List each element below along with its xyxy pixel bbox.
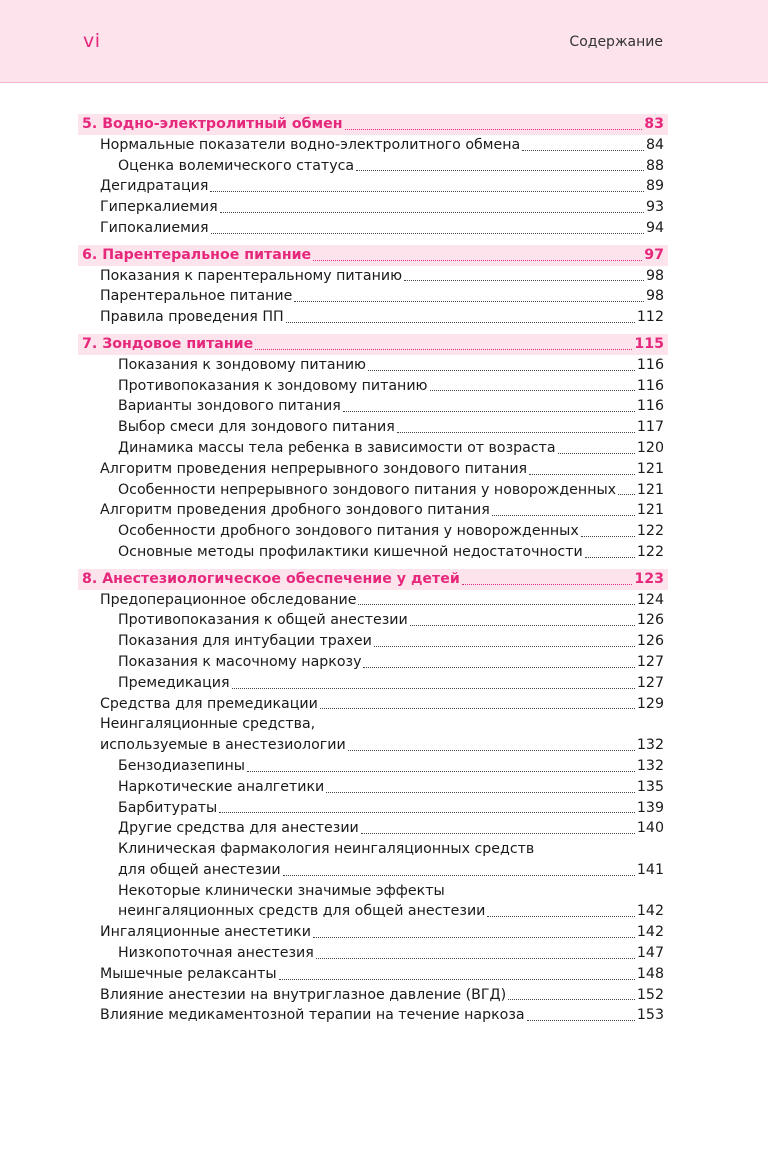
entry-text: Влияние медикаментозной терапии на течение наркоза [100,1007,525,1024]
toc-entry[interactable] [78,610,668,631]
toc-entry[interactable] [78,156,668,177]
toc-entry[interactable] [78,694,668,715]
toc-entry[interactable] [78,839,668,860]
entry-page-number: 141 [636,861,664,878]
entry-text: Основные методы профилактики кишечной недостаточности [118,543,583,560]
entry-text: Особенности дробного зондового питания у новорожденных [118,523,579,540]
toc-entry[interactable] [78,777,668,798]
entry-page-number: 153 [636,1007,664,1024]
entry-page-number: 94 [645,219,664,236]
entry-page-number: 135 [636,778,664,795]
entry-page-number: 93 [645,199,664,216]
entry-text: Неингаляционные средства, [100,716,316,733]
entry-page-number: 142 [636,903,664,920]
dot-leader [232,688,635,689]
chapter-heading[interactable] [78,245,668,266]
entry-page-number: 84 [645,136,664,153]
entry-page-number: 142 [636,924,664,941]
entry-text: Дегидратация [100,178,209,195]
dot-leader [410,625,635,626]
toc-entry[interactable] [78,881,668,902]
toc-entry[interactable] [78,756,668,777]
dot-leader [361,833,635,834]
entry-text: Особенности непрерывного зондового питания у новорожденных [118,481,617,498]
entry-text: Гипокалиемия [100,219,209,236]
entry-text: 7. Зондовое питание [82,335,254,352]
entry-page-number: 127 [636,653,664,670]
entry-text: Варианты зондового питания [118,398,341,415]
dot-leader [294,301,644,302]
entry-text: Предоперационное обследование [100,591,357,608]
table-of-contents [78,114,668,1032]
entry-text: Выбор смеси для зондового питания [118,419,395,436]
toc-entry[interactable] [78,135,668,156]
toc-entry[interactable] [78,459,668,480]
entry-text: Правила проведения ПП [100,309,284,326]
entry-page-number: 132 [636,757,664,774]
toc-entry[interactable] [78,286,668,307]
dot-leader [313,260,642,261]
dot-leader [220,212,644,213]
dot-leader [363,667,634,668]
entry-page-number: 124 [636,591,664,608]
toc-entry[interactable] [78,985,668,1006]
entry-text: Другие средства для анестезии [118,820,359,837]
toc-entry[interactable] [78,943,668,964]
toc-entry[interactable] [78,521,668,542]
entry-text: 8. Анестезиологическое обеспечение у детей [82,570,460,587]
entry-page-number: 121 [636,502,664,519]
entry-text: Мышечные релаксанты [100,965,277,982]
entry-page-number: 127 [636,674,664,691]
entry-page-number: 126 [636,612,664,629]
toc-entry[interactable] [78,355,668,376]
entry-page-number: 83 [644,116,664,132]
entry-page-number: 97 [644,246,664,263]
entry-text: Гиперкалиемия [100,199,218,216]
toc-entry[interactable] [78,922,668,943]
dot-leader [462,584,633,585]
entry-text: Показания к зондовому питанию [118,356,367,373]
dot-leader [404,280,644,281]
dot-leader [508,999,635,1000]
entry-page-number: 121 [636,481,664,498]
toc-entry[interactable] [78,480,668,501]
chapter-section [78,245,668,328]
dot-leader [343,411,635,412]
entry-page-number: 116 [636,398,664,415]
entry-page-number: 122 [636,523,664,540]
entry-text: Влияние анестезии на внутриглазное давление (ВГД) [100,986,507,1003]
entry-text: Бензодиазепины [118,757,245,774]
toc-entry[interactable] [78,197,668,218]
entry-page-number: 98 [645,267,664,284]
toc-entry[interactable] [78,590,668,611]
entry-page-number: 117 [636,419,664,436]
entry-page-number: 89 [645,178,664,195]
dot-leader [529,474,635,475]
toc-entry[interactable] [78,652,668,673]
entry-text: Динамика массы тела ребенка в зависимости от возраста [118,439,556,456]
entry-text: Противопоказания к зондовому питанию [118,377,428,394]
toc-entry-continuation[interactable] [78,901,668,922]
toc-entry[interactable] [78,396,668,417]
entry-text: Клиническая фармакология неингаляционных средств [118,841,535,858]
entry-text: Ингаляционные анестетики [100,924,311,941]
chapter-heading[interactable] [78,114,668,135]
toc-entry[interactable] [78,798,668,819]
dot-leader [527,1020,635,1021]
dot-leader [210,191,644,192]
dot-leader [211,233,644,234]
toc-entry[interactable] [78,714,668,735]
entry-page-number: 115 [634,335,664,352]
entry-text: используемые в анестезиологии [100,737,346,754]
toc-entry[interactable] [78,1005,668,1026]
toc-entry-continuation[interactable] [78,860,668,881]
entry-page-number: 152 [636,986,664,1003]
running-title: Содержание [569,34,663,50]
dot-leader [430,390,635,391]
chapter-heading[interactable] [78,569,668,590]
dot-leader [320,708,635,709]
entry-text: для общей анестезии [118,861,281,878]
dot-leader [286,322,635,323]
entry-text: Наркотические аналгетики [118,778,325,795]
chapter-section [78,334,668,563]
toc-entry[interactable] [78,307,668,328]
dot-leader [397,432,635,433]
entry-text: Парентеральное питание [100,288,293,305]
entry-text: Показания к парентеральному питанию [100,267,403,284]
toc-entry[interactable] [78,218,668,239]
entry-text: Показания к масочному наркозу [118,653,362,670]
entry-page-number: 139 [636,799,664,816]
toc-entry-continuation[interactable] [78,735,668,756]
toc-entry[interactable] [78,417,668,438]
entry-page-number: 98 [645,288,664,305]
entry-page-number: 148 [636,965,664,982]
dot-leader [326,792,635,793]
dot-leader [358,604,634,605]
dot-leader [345,129,643,130]
entry-page-number: 122 [636,543,664,560]
toc-entry[interactable] [78,266,668,287]
entry-page-number: 123 [634,570,664,587]
chapter-section [78,114,668,239]
entry-text: неингаляционных средств для общей анестезии [118,903,486,920]
toc-entry[interactable] [78,438,668,459]
dot-leader [348,750,635,751]
entry-text: Оценка волемического статуса [118,157,355,174]
dot-leader [247,771,635,772]
dot-leader [283,875,635,876]
chapter-heading[interactable] [78,334,668,355]
page-number: vi [83,30,101,52]
toc-entry[interactable] [78,176,668,197]
toc-entry[interactable] [78,673,668,694]
dot-leader [618,494,635,495]
dot-leader [368,370,635,371]
toc-entry[interactable] [78,376,668,397]
dot-leader [255,349,632,350]
entry-text: Показания для интубации трахеи [118,633,372,650]
dot-leader [585,557,635,558]
dot-leader [279,979,635,980]
entry-text: Барбитураты [118,799,218,816]
page-header [0,0,768,83]
toc-entry[interactable] [78,542,668,563]
entry-page-number: 126 [636,633,664,650]
dot-leader [558,453,635,454]
entry-text: Средства для премедикации [100,695,318,712]
entry-text: Алгоритм проведения дробного зондового питания [100,502,490,519]
dot-leader [374,646,635,647]
dot-leader [492,515,635,516]
entry-text: Алгоритм проведения непрерывного зондового питания [100,460,528,477]
toc-entry[interactable] [78,631,668,652]
dot-leader [313,937,635,938]
dot-leader [316,958,635,959]
dot-leader [356,170,644,171]
entry-page-number: 120 [636,439,664,456]
entry-page-number: 112 [636,309,664,326]
entry-page-number: 121 [636,460,664,477]
entry-page-number: 140 [636,820,664,837]
entry-page-number: 116 [636,377,664,394]
toc-entry[interactable] [78,964,668,985]
dot-leader [219,812,635,813]
entry-text: Нормальные показатели водно-электролитного обмена [100,136,521,153]
toc-entry[interactable] [78,818,668,839]
entry-text: Противопоказания к общей анестезии [118,612,408,629]
toc-entry[interactable] [78,500,668,521]
chapter-section [78,569,668,1027]
dot-leader [522,150,644,151]
entry-text: 6. Парентеральное питание [82,246,312,263]
entry-text: Премедикация [118,674,230,691]
entry-page-number: 132 [636,737,664,754]
entry-page-number: 129 [636,695,664,712]
entry-page-number: 88 [645,157,664,174]
dot-leader [487,916,635,917]
entry-text: Низкопоточная анестезия [118,945,314,962]
entry-page-number: 147 [636,945,664,962]
dot-leader [581,536,635,537]
entry-text: Некоторые клинически значимые эффекты [118,882,445,899]
entry-text: 5. Водно-электролитный обмен [82,116,343,132]
entry-page-number: 116 [636,356,664,373]
